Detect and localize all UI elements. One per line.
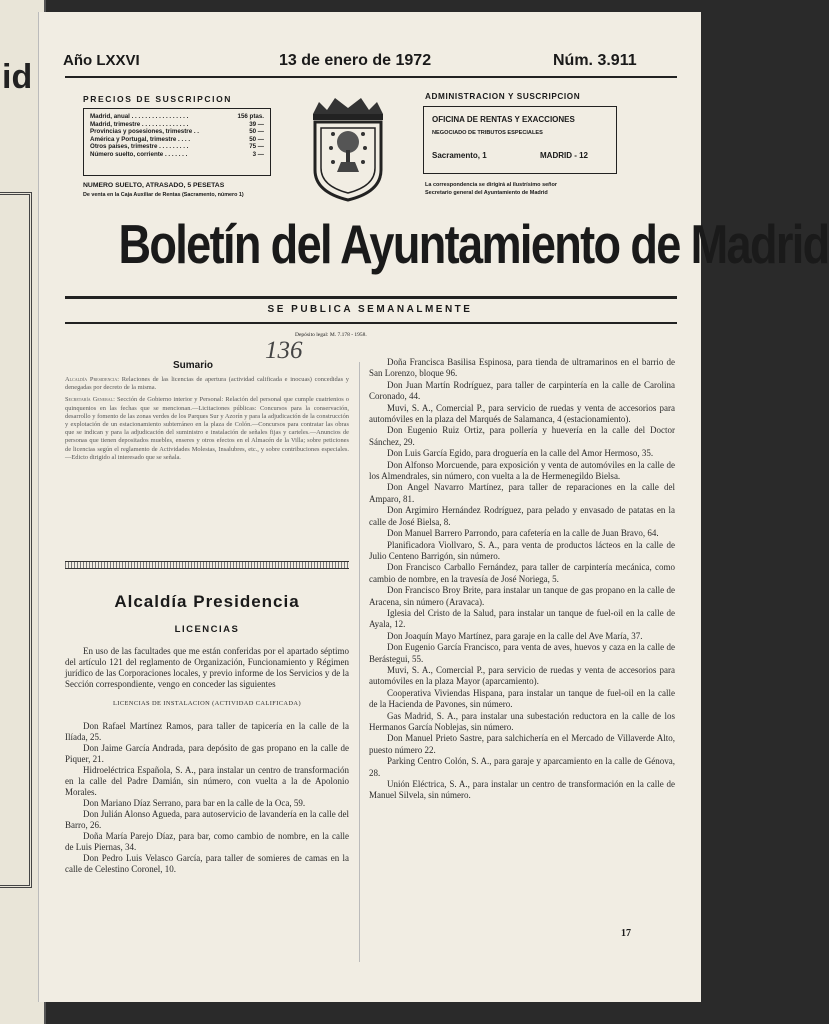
- licence-entry: Don Joaquín Mayo Martínez, para garaje en la calle del Ave María, 37.: [387, 630, 643, 641]
- licence-entry: Muvi, S. A., Comercial P., para servicio de ruedas y venta de accesorios para automóviles en la plaza Mayor (aparcamiento).: [369, 664, 675, 687]
- madrid-coat-of-arms-icon: [305, 92, 391, 204]
- section-title: Alcaldía Presidencia: [114, 592, 300, 611]
- sale-location-note: De venta en la Caja Auxiliar de Rentas (Sacramento, número 1): [83, 192, 244, 198]
- page-number: 17: [621, 928, 631, 939]
- handwritten-number: 136: [265, 337, 303, 364]
- licence-entry: Don Francisco Carballo Fernández, para taller de carpintería mecánica, como cambio de nombre, en la travesía de José Noriega, 5.: [369, 562, 675, 584]
- price-row: América y Portugal, trimestre . . . . 50 —: [90, 135, 264, 143]
- adjacent-page-border: [0, 192, 32, 888]
- licence-entry: Don Francisco Broy Brite, para instalar un tanque de gas propano en la calle de Aracena, sin número (Aravaca).: [369, 585, 675, 607]
- single-issue-note: NUMERO SUELTO, ATRASADO, 5 PESETAS: [83, 182, 225, 189]
- licence-entry: Muvi, S. A., Comercial P., para servicio de ruedas y venta de accesorios para automóviles en la plaza del Marqués de Salamanca, 4 (estacionamiento).: [369, 402, 675, 425]
- licence-entry: Don Argimiro Hernández Rodríguez, para pelado y envasado de patatas en la calle de José Bielsa, 8.: [369, 505, 675, 527]
- licence-entry: Planificadora Viollvaro, S. A., para venta de productos lácteos en la calle de Julio Centeno Barrigón, sin número.: [369, 539, 675, 561]
- licence-entry: Don Pedro Luis Velasco García, para taller de somieres de camas en la calle de Celestino Coronel, 10.: [65, 853, 349, 874]
- licence-entry: Gas Madrid, S. A., para instalar una subestación reductora en la calle de los Hermanos García Noblejas, sin número.: [369, 710, 675, 732]
- licence-entry: Unión Eléctrica, S. A., para instalar un centro de transformación en la calle de Manuel Silvela, sin número.: [369, 779, 675, 801]
- licence-entry: Don Angel Navarro Martínez, para taller de reparaciones en la calle del Amparo, 81.: [369, 482, 675, 504]
- admin-box: [423, 106, 617, 174]
- summary-title: Sumario: [173, 360, 214, 371]
- licence-entry: Don Manuel Prieto Sastre, para salchichería en el Mercado de Villaverde Alto, puesto número 22.: [369, 733, 675, 755]
- licence-entry: Doña María Parejo Díaz, para bar, como cambio de nombre, en la calle de Luis Piernas, 34.: [65, 831, 349, 852]
- newspaper-page: [38, 12, 829, 1002]
- section-intro: En uso de las facultades que me están conferidas por el apartado séptimo del artículo 121 del reglamento de Organización, Funcionamiento y Régimen jurídico de las Corporaciones locales, y previo informe de los Servicios y de la Sección correspondiente, vengo en conceder las siguientes: [65, 646, 349, 689]
- issue-date: 13 de enero de 1972: [279, 52, 432, 69]
- licence-entry: Don Manuel Barrero Parrondo, para cafetería en la calle de Juan Bravo, 64.: [387, 528, 659, 539]
- header-rule: [65, 76, 677, 78]
- licence-entry: Don Luis García Egido, para droguería en la calle del Amor Hermoso, 35.: [387, 448, 654, 459]
- masthead-title: Boletín del Ayuntamiento de Madrid: [118, 213, 829, 275]
- price-row: Otros países, trimestre . . . . . . . . . 75 —: [90, 143, 264, 151]
- licence-entry: Don Julián Alonso Agueda, para autoservicio de lavandería en la calle del Barro, 26.: [65, 809, 349, 830]
- department-name: NEGOCIADO DE TRIBUTOS ESPECIALES: [432, 130, 543, 136]
- licence-entry: Doña Francisca Basilisa Espinosa, para tienda de ultramarinos en el barrio de San Lorenzo, bloque 96.: [369, 357, 675, 379]
- price-row: Número suelto, corriente . . . . . . . 3 —: [90, 150, 264, 158]
- right-column: [369, 357, 675, 802]
- masthead-subtitle: SE PUBLICA SEMANALMENTE: [267, 304, 473, 315]
- prices-title: PRECIOS DE SUSCRIPCION: [83, 94, 233, 104]
- licence-entry: Don Eugenio Ruiz Ortiz, para pollería y huevería en la calle del Doctor Sánchez, 29.: [369, 425, 675, 447]
- licence-entry: Don Rafael Martínez Ramos, para taller de tapicería en la calle de la Ilíada, 25.: [65, 721, 349, 742]
- summary-block: [65, 376, 349, 462]
- masthead-rule-top: [65, 296, 677, 299]
- office-address: Sacramento, 1: [432, 151, 487, 160]
- price-row: Madrid, trimestre . . . . . . . . . . . . . . 39 —: [90, 120, 264, 128]
- licence-entry: Don Juan Martín Rodríguez, para taller de carpintería en la calle de Carolina Coronado, 44.: [369, 379, 675, 402]
- office-city: MADRID - 12: [540, 151, 589, 160]
- summary-paragraph: Alcaldía Presidencia: Relaciones de las licencias de apertura (actividad calificada e inocuas) concedidas y denegadas por decreto de la misma.: [65, 376, 350, 392]
- section-subtitle: LICENCIAS: [174, 624, 240, 635]
- licence-entry: Cooperativa Viviendas Hispana, para instalar un tanque de fuel-oil en la calle de la Hacienda de Pavones, sin número.: [369, 687, 675, 710]
- adjacent-page-title-fragment: id: [2, 58, 33, 96]
- issue-number: Núm. 3.911: [553, 52, 637, 69]
- licence-entry: Hidroeléctrica Española, S. A., para instalar un centro de transformación en la calle del Padre Damián, sin número, con vuelta a la de Apolonio Morales.: [65, 765, 349, 797]
- left-column: [65, 646, 349, 875]
- licence-subhead: LICENCIAS DE INSTALACION (ACTIVIDAD CALIFICADA): [113, 700, 301, 707]
- masthead-rule-bottom: [65, 322, 677, 324]
- office-name: OFICINA DE RENTAS Y EXACCIONES: [432, 115, 575, 124]
- column-separator: [359, 362, 360, 962]
- year-label: Año LXXVI: [63, 52, 140, 69]
- prices-box: [83, 108, 271, 176]
- summary-paragraph: Secretaría General: Sección de Gobierno interior y Personal: Relación del personal que cumple cuatrienios o quinquenios en las fechas que se mencionan.—Licitaciones públicas: Concursos para la conservación, desarrollo y fomento de las zonas verdes de los Parques Sur y Azorín y para la adjudicación de la construcción y explotación de un estacionamiento subterráneo en la plaza de Colón.—Concursos para contratar las obras que se indican y para la adjudicación del suministro e instalación de señales fijas y carteles.—Anuncios de personas que tienen depositados muebles, enseres y otros efectos en el Almacén de la Villa; sobre peticiones de licencias según el reglamento de Actividades Molestas, Insalubres, etc., y sobre contribuciones especiales.—Edicto dirigido al interesado que se señala.: [65, 396, 349, 461]
- section-divider: [65, 561, 349, 569]
- licence-entry: Don Eugenio García Francisco, para venta de aves, huevos y caza en la calle de Berástegui, 55.: [369, 642, 675, 664]
- secretary-note: Secretario general del Ayuntamiento de Madrid: [425, 190, 548, 196]
- correspondence-note: La correspondencia se dirigirá al ilustrísimo señor: [425, 182, 558, 188]
- licence-entry: Don Jaime García Andrada, para depósito de gas propano en la calle de Piquer, 21.: [65, 743, 349, 764]
- admin-title: ADMINISTRACION Y SUSCRIPCION: [425, 92, 581, 101]
- licence-entry: Parking Centro Colón, S. A., para garaje y aparcamiento en la calle de Génova, 28.: [369, 756, 675, 778]
- legal-deposit: Depósito legal: M. 7.178 - 1958.: [295, 332, 367, 338]
- licence-entry: Don Mariano Díaz Serrano, para bar en la calle de la Oca, 59.: [83, 798, 306, 808]
- price-row: Provincias y posesiones, trimestre . . 50 —: [90, 128, 264, 136]
- price-row: Madrid, anual . . . . . . . . . . . . . . . . . 156 ptas.: [90, 113, 264, 120]
- licence-entry: Don Alfonso Morcuende, para exposición y venta de automóviles en la calle de los Almendrales, sin número, con vuelta a la de Hermenegildo Bielsa.: [369, 459, 675, 482]
- licence-entry: Iglesia del Cristo de la Salud, para instalar un tanque de fuel-oil en la calle de Ayala, 12.: [369, 607, 675, 630]
